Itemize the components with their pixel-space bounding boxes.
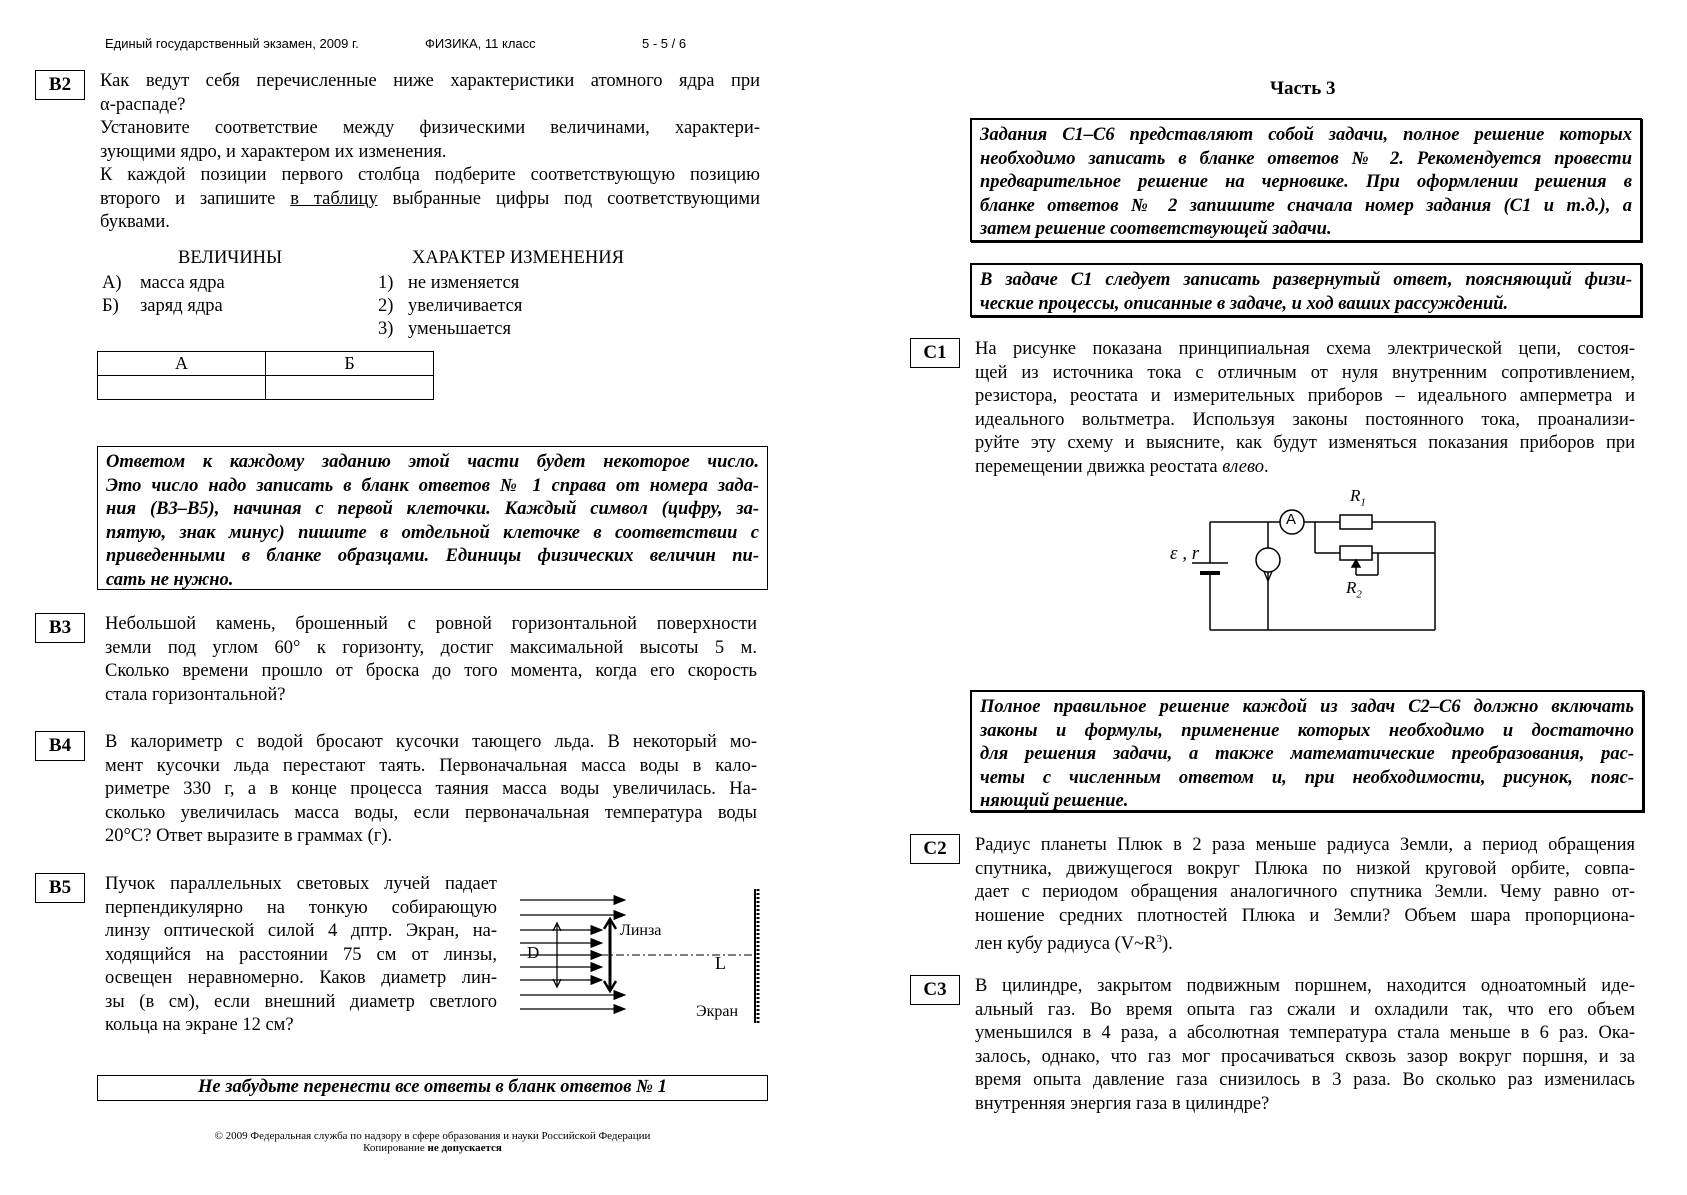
task-tag-c3: C3 — [910, 975, 960, 1005]
change-item: 3) уменьшается — [378, 319, 511, 339]
part3-box2-line: В задаче С1 следует записать развернутый ответ, поясняющий физи- — [980, 270, 1632, 290]
answer-instructions-box — [97, 446, 768, 590]
copyright-line: © 2009 Федеральная служба по надзору в сфере образования и науки Российской Федерации — [214, 1130, 651, 1142]
task-c3-line: залось, однако, что газ мог просачиваться сквозь зазор вокруг поршня, и за — [975, 1046, 1635, 1067]
distance-label: L — [715, 953, 726, 973]
part3-box1-line: затем решение соответствующей задачи. — [980, 219, 1332, 239]
quantity-item: Б) заряд ядра — [102, 296, 223, 316]
quantities-heading: ВЕЛИЧИНЫ — [178, 248, 283, 268]
task-b2-line — [100, 188, 760, 212]
copyright-line-2 — [97, 1142, 768, 1154]
task-b2-line: зующими ядро, и характером их изменения. — [100, 141, 447, 162]
task-c1-line: идеального вольтметра. Используя законы постоянного тока, проанализи- — [975, 409, 1635, 430]
task-c3-line: альный газ. Во время опыта газ сжали и охладили так, что его объем — [975, 999, 1635, 1020]
box3-line: четы с численным ответом и, при необходимости, рисунок, пояс- — [980, 767, 1634, 788]
task-c3-text — [975, 975, 1635, 1116]
answer-note-line: ния (В3–В5), начиная с первой клеточки. Каждый символ (цифру, за- — [106, 499, 759, 519]
changes-heading: ХАРАКТЕР ИЗМЕНЕНИЯ — [412, 248, 624, 268]
task-c2-line: дает с периодом обращения аналогичного спутника Земли. Чему равно от- — [975, 882, 1635, 902]
circuit-diagram — [1160, 485, 1450, 635]
task-b5-line: перпендикулярно на тонкую собирающую — [105, 897, 497, 918]
diameter-label: D — [527, 943, 540, 962]
task-tag-c2: C2 — [910, 834, 960, 864]
change-item: 2) увеличивается — [378, 296, 523, 316]
part3-instructions-box — [970, 118, 1642, 242]
task-b2-line: буквами. — [100, 212, 170, 232]
task-b5-text — [105, 873, 497, 1038]
task-c1-line: руйте эту схему и выясните, как будут изменяться показания приборов при — [975, 433, 1635, 453]
exam-header: Единый государственный экзамен, 2009 г. — [105, 36, 359, 51]
task-tag-b4: B4 — [35, 731, 85, 761]
task-c1-text — [975, 338, 1635, 479]
task-b2-line-pre: второго и запишите — [100, 188, 291, 209]
r2-label: $R_2$ — [1346, 578, 1362, 601]
direction-left: влево — [1222, 456, 1265, 477]
screen-label: Экран — [696, 1003, 738, 1020]
task-b2-line: α-распаде? — [100, 94, 186, 115]
resistor-r1 — [1340, 515, 1372, 529]
task-c3-line: время опыта давление газа снизилось в 3 раза. Во сколько раз изменилась — [975, 1070, 1635, 1090]
task-b4-text — [105, 731, 757, 849]
copyright-footer — [97, 1130, 768, 1154]
table-link: в таблицу — [290, 188, 378, 209]
part3-box1-line: Задания С1–С6 представляют собой задачи, полное решение которых — [980, 125, 1632, 145]
task-c2-line: Радиус планеты Плюк в 2 раза меньше радиуса Земли, а период обращения — [975, 835, 1635, 855]
task-b5-line: зы (в см), если внешний диаметр светлого — [105, 991, 497, 1012]
task-c3-line: уменьшился в 4 раза, а абсолютная температура стала меньше в 6 раз. Ока- — [975, 1023, 1635, 1043]
answer-note-line: Ответом к каждому заданию этой части будет некоторое число. — [106, 452, 759, 472]
task-tag-b3: B3 — [35, 613, 85, 643]
task-b5-line: Пучок параллельных световых лучей падает — [105, 874, 497, 894]
answer-col-b: Б — [266, 352, 434, 376]
emf-label: ε , r — [1170, 543, 1200, 564]
task-c1-line: щей из источника тока с отличным от нуля внутренним сопротивлением, — [975, 362, 1635, 383]
task-tag-b2: B2 — [35, 70, 85, 100]
answer-col-a: А — [98, 352, 266, 376]
task-b3-text — [105, 613, 757, 707]
c1-instructions-box — [970, 263, 1642, 317]
task-b5-line: линзу оптической силой 4 дптр. Экран, на- — [105, 921, 497, 941]
task-b3-line: стала горизонтальной? — [105, 684, 286, 705]
task-c2-text — [975, 834, 1635, 957]
task-b5-line: кольца на экране 12 см? — [105, 1015, 294, 1035]
r1-label: $R_1$ — [1350, 486, 1366, 509]
task-b3-line: Небольшой камень, брошенный с ровной горизонтальной поверхности — [105, 614, 757, 634]
task-b2-text — [100, 70, 760, 235]
task-b5-line: освещен неравномерно. Каков диаметр лин- — [105, 968, 497, 988]
part3-box1-line: необходимо записать в бланке ответов № 2. Рекомендуется провести — [980, 148, 1632, 169]
answer-note-line: Это число надо записать в бланк ответов № 1 справа от номера зада- — [106, 475, 759, 496]
task-b2-line: К каждой позиции первого столбца подберите соответствующую позицию — [100, 165, 760, 185]
task-c2-line: ношение средних плотностей Плюка и Земли? Объем шара пропорциона- — [975, 905, 1635, 926]
task-c2-line: лен кубу радиуса $(V\sim R^3)$. — [975, 933, 1173, 955]
task-tag-c1: C1 — [910, 338, 960, 368]
task-c2-line: спутника, движущегося вокруг Плюка по низкой круговой орбите, совпа- — [975, 858, 1635, 879]
task-c1-line: резистора, реостата и измерительных приборов – идеального амперметра и — [975, 386, 1635, 406]
task-b4-line: сколько увеличилась масса воды, если первоначальная температура воды — [105, 802, 757, 823]
box3-line: няющий решение. — [980, 791, 1129, 811]
task-b4-line: В калориметр с водой бросают кусочки тающего льда. В некоторый мо- — [105, 732, 757, 752]
rheostat-r2 — [1340, 546, 1372, 560]
task-b2-line: Установите соответствие между физическими величинами, характери- — [100, 118, 760, 138]
task-b4-line: риметре 330 г, а в конце процесса таяния масса воды увеличилась. На- — [105, 779, 757, 799]
task-b2-line-post: выбранные цифры под соответствующими — [377, 188, 760, 209]
answer-table — [97, 351, 434, 400]
changes-list — [378, 272, 522, 341]
reminder-box: Не забудьте перенести все ответы в бланк ответов № 1 — [97, 1075, 768, 1101]
copy-pre: Копирование — [363, 1142, 428, 1154]
answer-note-line: пятую, знак минус) пишите в отдельной клеточке в соответствии с — [106, 522, 759, 543]
task-c3-line: В цилиндре, закрытом подвижным поршнем, находится одноатомный иде- — [975, 976, 1635, 996]
lens-label: Линза — [620, 922, 662, 939]
part3-box1-line: предварительное решение на черновике. При оформлении решения в — [980, 172, 1632, 192]
page-number: 5 - 5 / 6 — [642, 36, 687, 51]
change-item: 1) не изменяется — [378, 273, 520, 293]
copy-bold: не допускается — [427, 1142, 502, 1154]
quantities-list — [102, 272, 225, 318]
part3-title: Часть 3 — [1270, 78, 1336, 99]
answer-note-line: сать не нужно. — [106, 569, 234, 590]
quantity-item: А) масса ядра — [102, 273, 225, 293]
answer-cell-a[interactable] — [98, 376, 266, 400]
full-solution-box — [970, 690, 1644, 812]
part3-box1-line: бланке ответов № 2 запишите сначала номер задания (С1 и т.д.), а — [980, 195, 1632, 216]
task-b2-line: Как ведут себя перечисленные ниже характеристики атомного ядра при — [100, 71, 760, 91]
task-b4-line: 20°С? Ответ выразите в граммах (г). — [105, 826, 393, 846]
answer-cell-b[interactable] — [266, 376, 434, 400]
task-c3-line: внутренняя энергия газа в цилиндре? — [975, 1093, 1270, 1114]
subject-header: ФИЗИКА, 11 класс — [425, 36, 536, 51]
box3-line: для решения задачи, а также математические преобразования, рас- — [980, 744, 1634, 764]
task-tag-b5: B5 — [35, 873, 85, 903]
task-b5-line: ходящийся на расстоянии 75 см от линзы, — [105, 944, 497, 965]
box3-line: законы и формулы, применение которых необходимо и достаточно — [980, 720, 1634, 741]
task-b4-line: мент кусочки льда перестают таять. Первоначальная масса воды в кало- — [105, 755, 757, 776]
task-b3-line: земли под углом 60° к горизонту, достиг максимальной высоты 5 м. — [105, 637, 757, 658]
task-b3-line: Сколько времени прошло от броска до того момента, когда его скорость — [105, 661, 757, 681]
voltmeter-label: V — [1263, 568, 1274, 585]
ammeter-label: A — [1286, 511, 1297, 528]
part3-box2-line: ческие процессы, описанные в задаче, и ход ваших рассуждений. — [980, 293, 1509, 314]
slider-tip — [1352, 560, 1360, 567]
task-c1-line: перемещении движка реостата влево. — [975, 456, 1269, 477]
task-c1-line: На рисунке показана принципиальная схема электрической цепи, состоя- — [975, 339, 1635, 359]
box3-line: Полное правильное решение каждой из задач С2–С6 должно включать — [980, 697, 1634, 717]
answer-note-line: приведенными в бланке образцами. Единицы физических величин пи- — [106, 546, 759, 566]
